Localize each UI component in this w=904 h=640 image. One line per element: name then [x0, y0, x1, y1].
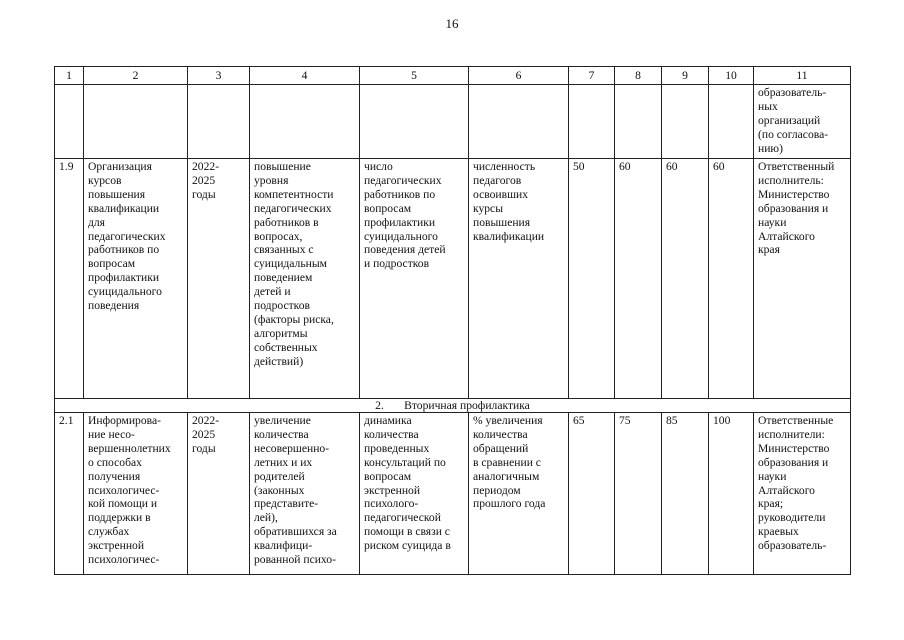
table-cell — [469, 85, 569, 159]
indicator-cell: число педагогических работников по вопросам профилактики суицидального поведения детей и подростков — [360, 159, 469, 399]
page-number: 16 — [445, 16, 459, 31]
column-number-cell: 3 — [188, 67, 250, 85]
value-2022-cell: 50 — [569, 159, 615, 399]
table-cell — [55, 85, 84, 159]
result-cell: повышение уровня компетентности педагогических работников в вопросах, связанных с суицидальным поведением детей и подростков (факторы риска, алгоритмы собственных действий) — [250, 159, 360, 399]
value-2024-cell: 60 — [662, 159, 709, 399]
column-number-cell: 10 — [709, 67, 754, 85]
responsible-cell: образователь- ных организаций (по согласова- нию) — [754, 85, 851, 159]
column-number-cell: 2 — [84, 67, 188, 85]
column-number-cell: 5 — [360, 67, 469, 85]
row-number-cell: 2.1 — [55, 413, 84, 575]
table-cell — [569, 85, 615, 159]
value-2025-cell: 60 — [709, 159, 754, 399]
section-row — [55, 399, 851, 413]
measure-cell: % увеличения количества обращений в сравнении с аналогичным периодом прошлого года — [469, 413, 569, 575]
table-cell — [615, 85, 662, 159]
column-number-cell: 8 — [615, 67, 662, 85]
table-cell — [250, 85, 360, 159]
responsible-cell: Ответственные исполнители: Министерство образования и науки Алтайского края; руководители краевых образователь- — [754, 413, 851, 575]
column-number-cell: 9 — [662, 67, 709, 85]
column-number-cell: 4 — [250, 67, 360, 85]
measure-cell: численность педагогов освоивших курсы повышения квалификации — [469, 159, 569, 399]
value-2023-cell: 60 — [615, 159, 662, 399]
column-number-cell: 11 — [754, 67, 851, 85]
value-2024-cell: 85 — [662, 413, 709, 575]
column-number-row — [55, 67, 851, 85]
period-cell: 2022- 2025 годы — [188, 413, 250, 575]
table-cell — [188, 85, 250, 159]
column-number-cell: 1 — [55, 67, 84, 85]
table-cell — [709, 85, 754, 159]
program-table — [54, 66, 851, 575]
table-cell — [662, 85, 709, 159]
event-cell: Информирова- ние несо- вершеннолетних о способах получения психологичес- кой помощи и поддержки в службах экстренной психологичес- — [84, 413, 188, 575]
value-2022-cell: 65 — [569, 413, 615, 575]
table-row-2-1 — [55, 413, 851, 575]
result-cell: увеличение количества несовершенно- летних и их родителей (законных представите- лей), обратившихся за квалифици- рованной психо- — [250, 413, 360, 575]
column-number-cell: 7 — [569, 67, 615, 85]
table-row-1-9 — [55, 159, 851, 399]
responsible-cell: Ответственный исполнитель: Министерство образования и науки Алтайского края — [754, 159, 851, 399]
value-2025-cell: 100 — [709, 413, 754, 575]
row-number-cell: 1.9 — [55, 159, 84, 399]
period-cell: 2022- 2025 годы — [188, 159, 250, 399]
event-cell: Организация курсов повышения квалификации для педагогических работников по вопросам профилактики суицидального поведения — [84, 159, 188, 399]
table-cell — [84, 85, 188, 159]
continuation-row — [55, 85, 851, 159]
table-cell — [360, 85, 469, 159]
section-title: 2. Вторичная профилактика — [55, 399, 851, 413]
column-number-cell: 6 — [469, 67, 569, 85]
value-2023-cell: 75 — [615, 413, 662, 575]
indicator-cell: динамика количества проведенных консультаций по вопросам экстренной психолого- педагогической помощи в связи с риском суицида в — [360, 413, 469, 575]
